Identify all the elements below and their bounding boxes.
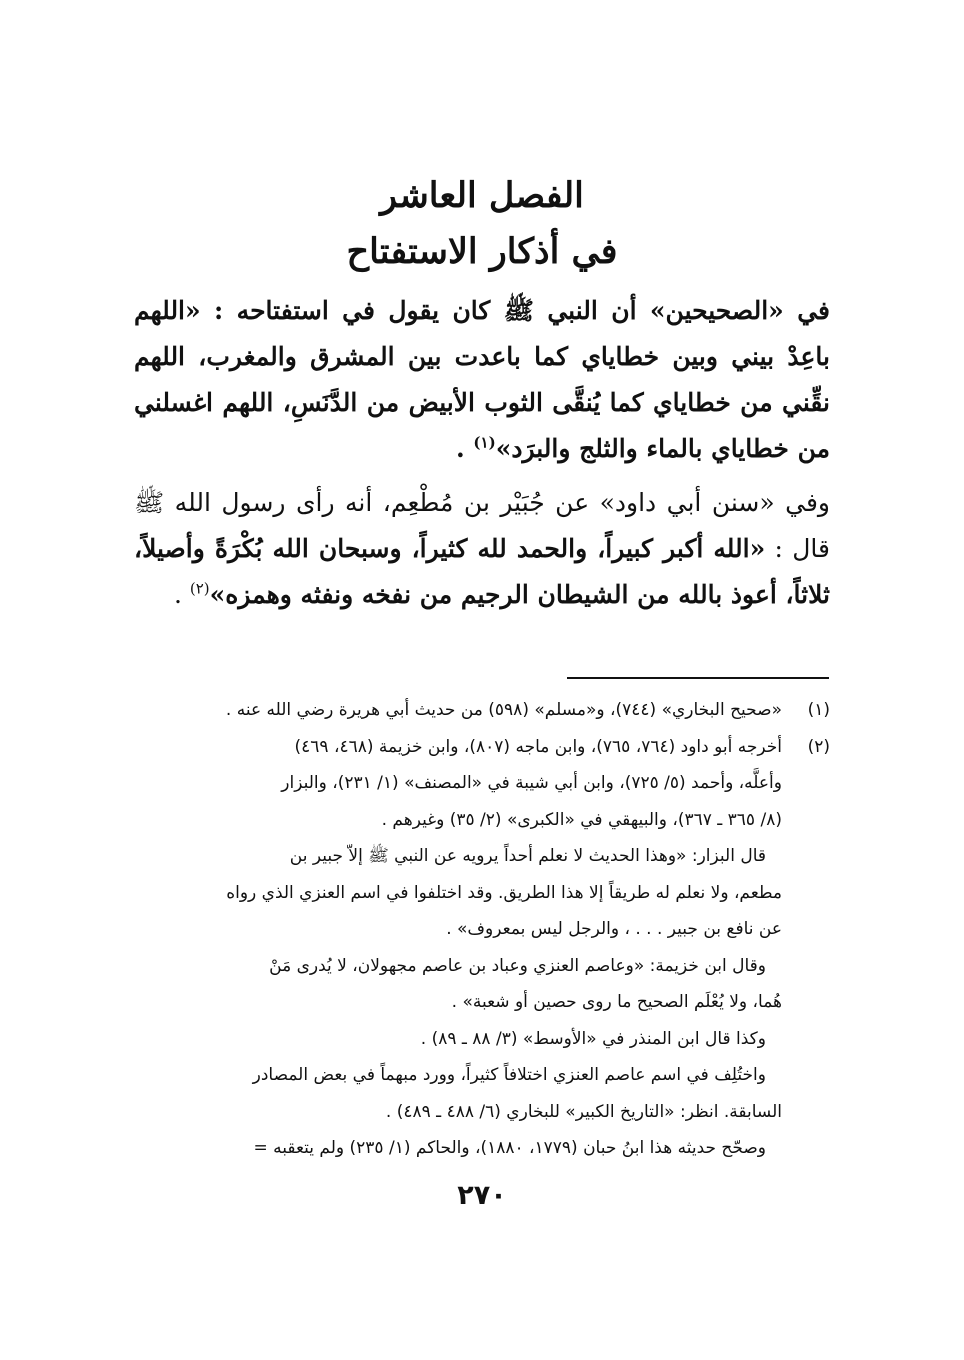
footnote-2-line: (٨/ ٣٦٥ ـ ٣٦٧)، والبيهقي في «الكبرى» (٢/ ٣٥) وغيرهم . (381, 809, 782, 830)
paragraph-2-end: . (173, 580, 190, 609)
footnote-2-line: مطعم، ولا نعلم له طريقاً إلا هذا الطريق. وقد اختلفوا في اسم العنزي الذي رواه (226, 882, 782, 903)
footnote-1 (130, 692, 830, 729)
footnote-2-line: وقال ابن خزيمة: «وعاصم العنزي وعباد بن عاصم مجهولان، لا يُدرى مَنْ (269, 955, 766, 976)
chapter-heading (0, 168, 964, 280)
paragraph-2-intro: وفي «سنن أبي داود» عن جُبَيْر بن مُطْعِم، أنه رأى رسول الله ﷺ قال : (134, 488, 830, 563)
footnotes (130, 692, 830, 1167)
footnote-2-line: هُما، ولا يُعْلَم الصحيح ما روى حصين أو شعبة» . (451, 992, 782, 1012)
paragraph-1-intro: في «الصحيحين» أن النبي ﷺ كان يقول في استفتاحه : (214, 296, 830, 325)
paragraph-2-dhikr: «الله أكبر كبيراً، والحمد لله كثيراً، وسبحان الله بُكْرَةً وأصيلاً، ثلاثاً، أعوذ بالله من الشيطان الرجيم من نفخه ونفثه وهمزه» (134, 534, 830, 609)
footnote-1-text: «صحيح البخاري» (٧٤٤)، و«مسلم» (٥٩٨) من حديث أبي هريرة رضي الله عنه . (225, 700, 782, 720)
paragraph-opening-dua (134, 288, 830, 472)
footnote-2-line: وأعلَّه، وأحمد (٥/ ٧٢٥)، وابن أبي شيبة في «المصنف» (١/ ٢٣١)، والبزار (281, 773, 782, 793)
footnote-2 (130, 729, 830, 1167)
footnote-2-line: وكذا قال ابن المنذر في «الأوسط» (٣/ ٨٨ ـ ٨٩) . (420, 1028, 766, 1049)
footnote-2-line: واختُلِف في اسم عاصم العنزي اختلافاً كثيراً، وورد مبهماً في بعض المصادر (252, 1065, 766, 1085)
paragraph-1-end: . (455, 434, 474, 463)
footnote-separator (567, 677, 829, 679)
footnote-ref-1[interactable]: (١) (473, 433, 496, 452)
footnote-2-line: وصحّح حديثه هذا ابنُ حبان (١٧٧٩، ١٨٨٠)، والحاكم (١/ ٢٣٥) ولم يتعقبه = (253, 1138, 766, 1158)
footnote-2-number: (٢) (807, 736, 830, 757)
paragraph-takbir-dhikr (134, 480, 830, 618)
paragraph-1-dua: «اللهم باعِدْ بيني وبين خطاياي كما باعدت بين المشرق والمغرب، اللهم نقِّني من خطاياي كما يُنقَّى الثوب الأبيض من الدَّنَسِ، اللهم اغسلني من خطاياي بالماء والثلج والبرَد» (134, 296, 830, 463)
page-number: ٢٧٠ (457, 1180, 507, 1211)
footnote-2-line: قال البزار: «وهذا الحديث لا نعلم أحداً يرويه عن النبي ﷺ إلاّ جبير بن (289, 846, 766, 866)
footnote-ref-2[interactable]: (٢) (189, 579, 210, 598)
footnote-2-line: السابقة. انظر: «التاريخ الكبير» للبخاري (٦/ ٤٨٨ ـ ٤٨٩) . (385, 1101, 782, 1122)
footnote-2-line: عن نافع بن جبير . . . ، والرجل ليس بمعروف» . (446, 919, 782, 939)
footnote-1-number: (١) (807, 700, 830, 720)
chapter-title: الفصل العاشر (380, 175, 584, 216)
footnote-2-line: أخرجه أبو داود (٧٦٤، ٧٦٥)، وابن ماجه (٨٠٧)، وابن خزيمة (٤٦٨، ٤٦٩) (294, 736, 782, 757)
chapter-subtitle: في أذكار الاستفتاح (346, 231, 618, 272)
